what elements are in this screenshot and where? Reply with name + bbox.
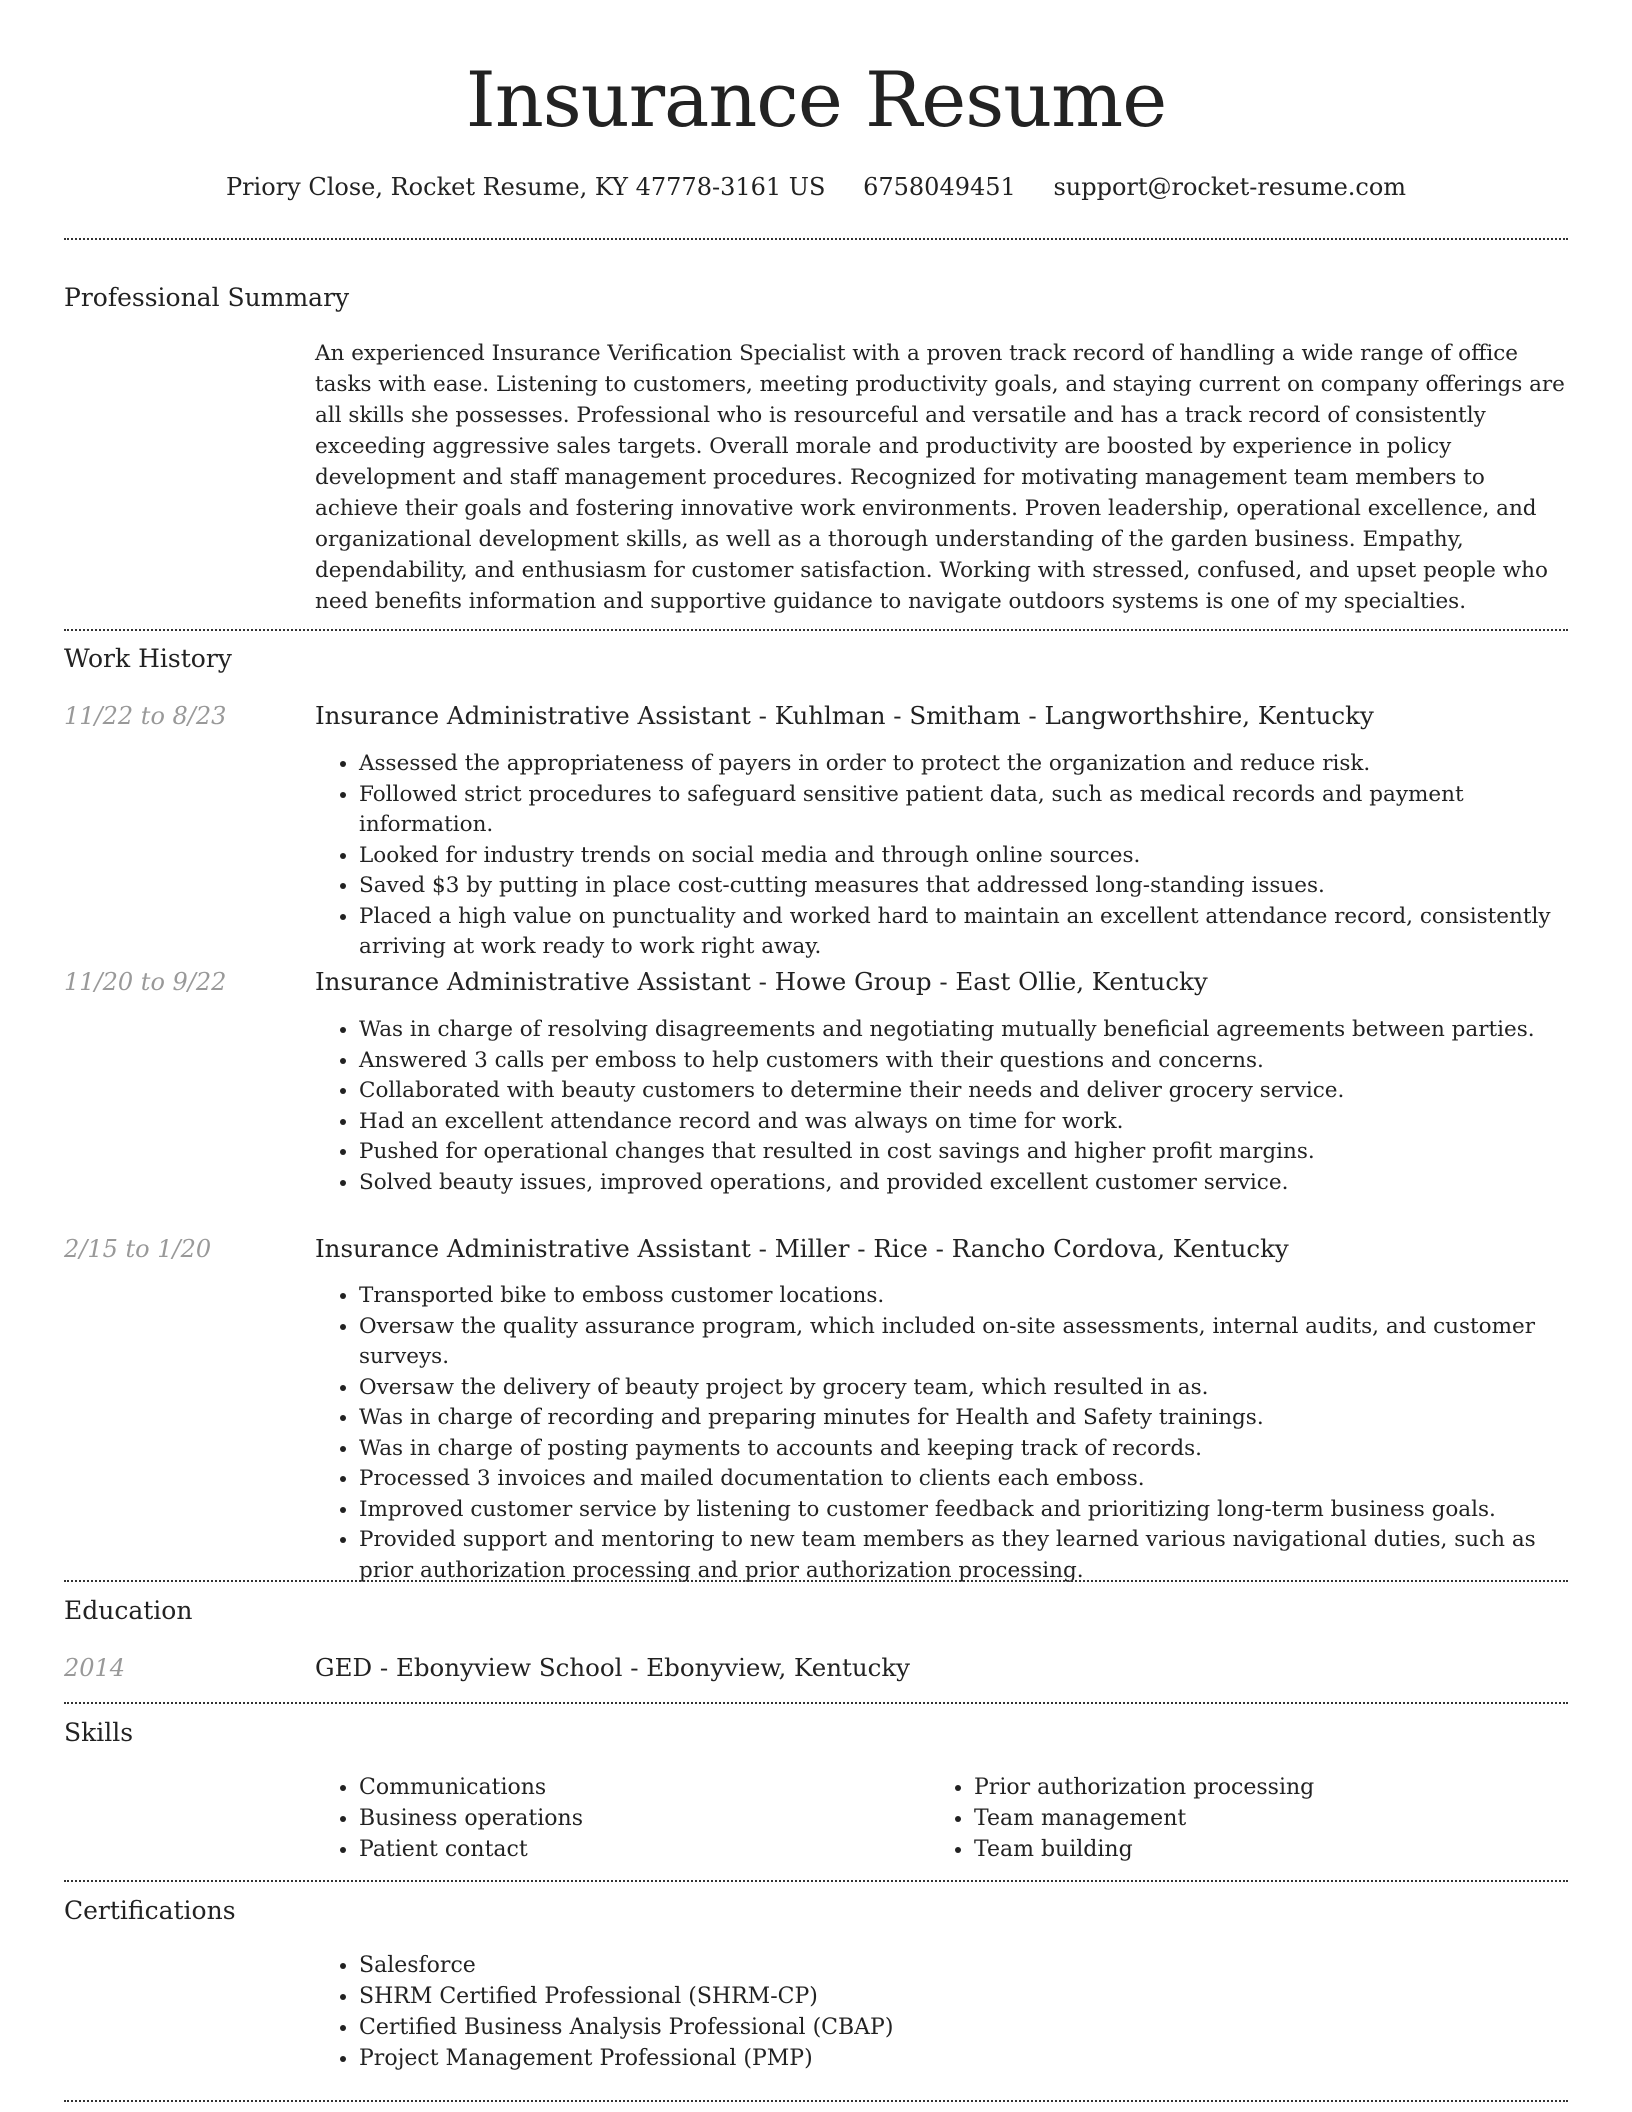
list-item: • Team building [974,1834,1574,1865]
list-item: • Was in charge of resolving disagreements and negotiating mutually beneficial agreements between parties. [359,1015,1568,1046]
certifications-heading: Certifications [64,1896,236,1925]
summary-heading: Professional Summary [64,283,350,312]
list-item: • Had an excellent attendance record and was always on time for work. [359,1107,1568,1138]
job-dates: 11/22 to 8/23 [64,702,227,730]
skills-heading: Skills [64,1718,134,1747]
list-item: • Oversaw the delivery of beauty project by grocery team, which resulted in as. [359,1373,1568,1404]
list-item: • Placed a high value on punctuality and worked hard to maintain an excellent attendance record, consistently arriving at work ready to work right away. [359,902,1568,963]
list-item: • Saved $3 by putting in place cost-cutting measures that addressed long-standing issues. [359,871,1568,902]
work-history-heading: Work History [64,644,232,673]
job-duties-list [315,749,1568,963]
job-dates: 2/15 to 1/20 [64,1235,212,1263]
list-item: • Transported bike to emboss customer locations. [359,1281,1568,1312]
job-dates: 11/20 to 9/22 [64,968,227,996]
divider [64,238,1568,240]
job-title: Insurance Administrative Assistant - Miller - Rice - Rancho Cordova, Kentucky [315,1234,1289,1263]
list-item: • Team management [974,1803,1574,1834]
list-item: • Improved customer service by listening to customer feedback and prioritizing long-term business goals. [359,1495,1568,1526]
list-item: • Pushed for operational changes that resulted in cost savings and higher profit margins. [359,1137,1568,1168]
list-item: • Patient contact [359,1834,959,1865]
education-heading: Education [64,1596,193,1625]
job-title: Insurance Administrative Assistant - Kuhlman - Smitham - Langworthshire, Kentucky [315,701,1374,730]
contact-phone: 6758049451 [863,173,1016,201]
divider [64,1880,1568,1882]
contact-line [64,170,1568,204]
list-item: • Collaborated with beauty customers to determine their needs and deliver grocery service. [359,1076,1568,1107]
contact-address: Priory Close, Rocket Resume, KY 47778-3161 US [225,173,826,201]
education-entry: GED - Ebonyview School - Ebonyview, Kentucky [315,1653,911,1682]
job-duties-list [315,1015,1568,1198]
list-item: • Answered 3 calls per emboss to help customers with their questions and concerns. [359,1046,1568,1077]
list-item: • Followed strict procedures to safeguard sensitive patient data, such as medical records and payment information. [359,780,1568,841]
certifications-list [315,1950,1559,2074]
job-duties-list [315,1281,1568,1586]
list-item: • Certified Business Analysis Professional (CBAP) [359,2012,1559,2043]
skills-list-right [930,1772,1574,1865]
list-item: • Provided support and mentoring to new team members as they learned various navigational duties, such as prior authorization processing and prior authorization processing. [359,1525,1568,1586]
list-item: • Communications [359,1772,959,1803]
divider [64,629,1568,631]
summary-text: An experienced Insurance Verification Specialist with a proven track record of handling a wide range of office tasks with ease. Listening to customers, meeting productivity goals, and staying current on company offerings are all skills she possesses. Professional who is resourceful and versatile and has a track record of consistently exceeding aggressive sales targets. Overall morale and productivity are boosted by experience in policy development and staff management procedures. Recognized for motivating management team members to achieve their goals and fostering innovative work environments. Proven leadership, operational excellence, and organizational development skills, as well as a thorough understanding of the garden business. Empathy, dependability, and enthusiasm for customer satisfaction. Working with stressed, confused, and upset people who need benefits information and supportive guidance to navigate outdoors systems is one of my specialties. [315,341,1565,614]
list-item: • Oversaw the quality assurance program, which included on-site assessments, internal audits, and customer surveys. [359,1312,1568,1373]
divider [64,1580,1568,1582]
list-item: • Was in charge of posting payments to accounts and keeping track of records. [359,1434,1568,1465]
contact-email: support@rocket-resume.com [1053,173,1407,201]
list-item: • SHRM Certified Professional (SHRM-CP) [359,1981,1559,2012]
list-item: • Project Management Professional (PMP) [359,2043,1559,2074]
list-item: • Prior authorization processing [974,1772,1574,1803]
divider [64,2100,1568,2102]
job-title: Insurance Administrative Assistant - Howe Group - East Ollie, Kentucky [315,967,1208,996]
list-item: • Processed 3 invoices and mailed documentation to clients each emboss. [359,1464,1568,1495]
list-item: • Was in charge of recording and preparing minutes for Health and Safety trainings. [359,1403,1568,1434]
list-item: • Business operations [359,1803,959,1834]
list-item: • Salesforce [359,1950,1559,1981]
divider [64,1702,1568,1704]
resume-name: Insurance Resume [465,55,1167,144]
list-item: • Assessed the appropriateness of payers in order to protect the organization and reduce risk. [359,749,1568,780]
education-year: 2014 [64,1654,126,1682]
list-item: • Solved beauty issues, improved operations, and provided excellent customer service. [359,1168,1568,1199]
list-item: • Looked for industry trends on social media and through online sources. [359,841,1568,872]
skills-list-left [315,1772,959,1865]
